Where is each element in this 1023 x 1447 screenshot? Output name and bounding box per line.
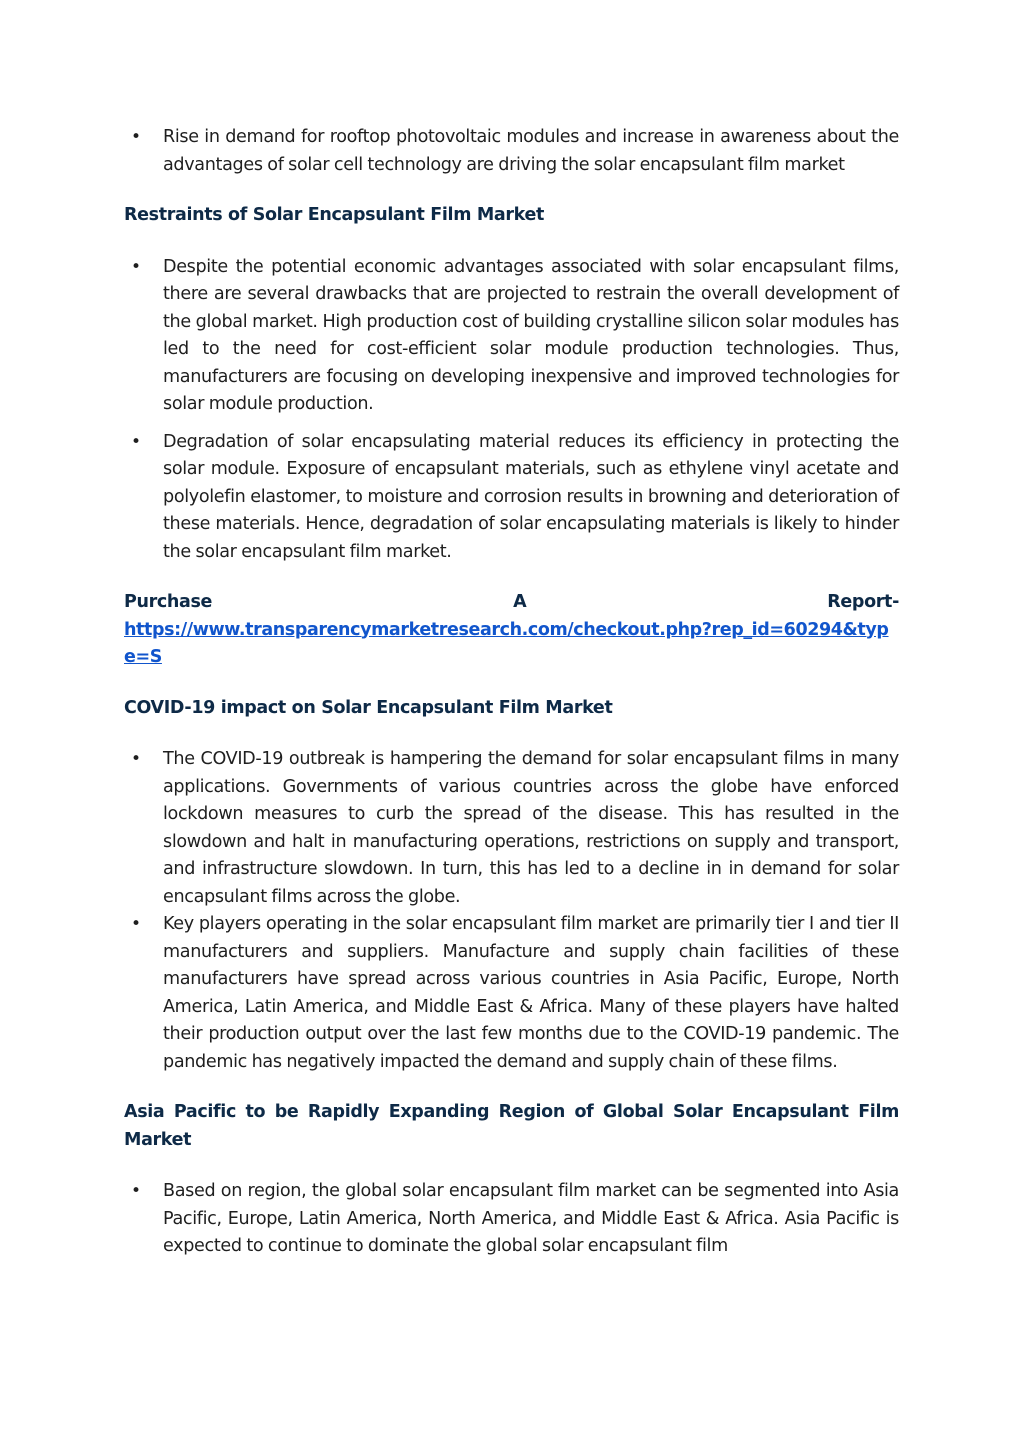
- document-page: [124, 124, 899, 1261]
- list-item-text: Degradation of solar encapsulating material reduces its efficiency in protecting the solar module. Exposure of encapsulant materials, such as ethylene vinyl acetate and polyolefin elastomer, to moisture and corrosion results in browning and deterioration of these materials. Hence, degradation of solar encapsulating materials is likely to hinder the solar encapsulant film market.: [163, 431, 899, 562]
- list-item-text: Despite the potential economic advantages associated with solar encapsulant films, there are several drawbacks that are projected to restrain the overall development of the global market. High production cost of building crystalline silicon solar modules has led to the need for cost-efficient solar module production technologies. Thus, manufacturers are focusing on developing inexpensive and improved technologies for solar module production.: [163, 256, 899, 414]
- purchase-label: [124, 589, 899, 617]
- asia-bullet-list: [124, 1178, 899, 1261]
- bullet-icon: •: [131, 914, 141, 934]
- restraints-heading: Restraints of Solar Encapsulant Film Market: [124, 205, 544, 225]
- list-item-text: The COVID-19 outbreak is hampering the demand for solar encapsulant films in many applications. Governments of various countries across the globe have enforced lockdown measures to curb the spread of the disease. This has resulted in the slowdown and halt in manufacturing operations, restrictions on supply and transport, and infrastructure slowdown. In turn, this has led to a decline in in demand for solar encapsulant films across the globe.: [163, 749, 899, 907]
- asia-heading: Asia Pacific to be Rapidly Expanding Region of Global Solar Encapsulant Film Market: [124, 1102, 899, 1150]
- bullet-icon: •: [131, 1181, 141, 1201]
- covid-heading: COVID-19 impact on Solar Encapsulant Film Market: [124, 697, 613, 718]
- intro-bullet-list: [124, 124, 899, 179]
- bullet-icon: •: [131, 749, 141, 769]
- list-item: [124, 911, 899, 1076]
- list-item: [124, 1178, 899, 1261]
- bullet-icon: •: [131, 431, 141, 452]
- list-item: [124, 124, 899, 179]
- purchase-word: Report-: [827, 592, 899, 612]
- purchase-word: A: [513, 592, 527, 612]
- restraints-bullet-list: [124, 254, 899, 567]
- purchase-report-link[interactable]: https://www.transparencymarketresearch.com/checkout.php?rep_id=60294&type=S: [124, 619, 889, 667]
- list-item: [124, 746, 899, 911]
- covid-bullet-list: [124, 746, 899, 1076]
- bullet-icon: •: [131, 256, 141, 277]
- list-item: [124, 254, 899, 419]
- list-item-text: Rise in demand for rooftop photovoltaic modules and increase in awareness about the advantages of solar cell technology are driving the solar encapsulant film market: [163, 127, 899, 175]
- list-item-text: Key players operating in the solar encapsulant film market are primarily tier I and tier II manufacturers and suppliers. Manufacture and supply chain facilities of these manufacturers have spread across various countries in Asia Pacific, Europe, North America, Latin America, and Middle East & Africa. Many of these players have halted their production output over the last few months due to the COVID-19 pandemic. The pandemic has negatively impacted the demand and supply chain of these films.: [163, 914, 899, 1072]
- list-item: [124, 429, 899, 567]
- bullet-icon: •: [131, 127, 141, 147]
- purchase-word: Purchase: [124, 592, 213, 612]
- list-item-text: Based on region, the global solar encapsulant film market can be segmented into Asia Pacific, Europe, Latin America, North America, and Middle East & Africa. Asia Pacific is expected to continue to dominate the global solar encapsulant film: [163, 1181, 899, 1256]
